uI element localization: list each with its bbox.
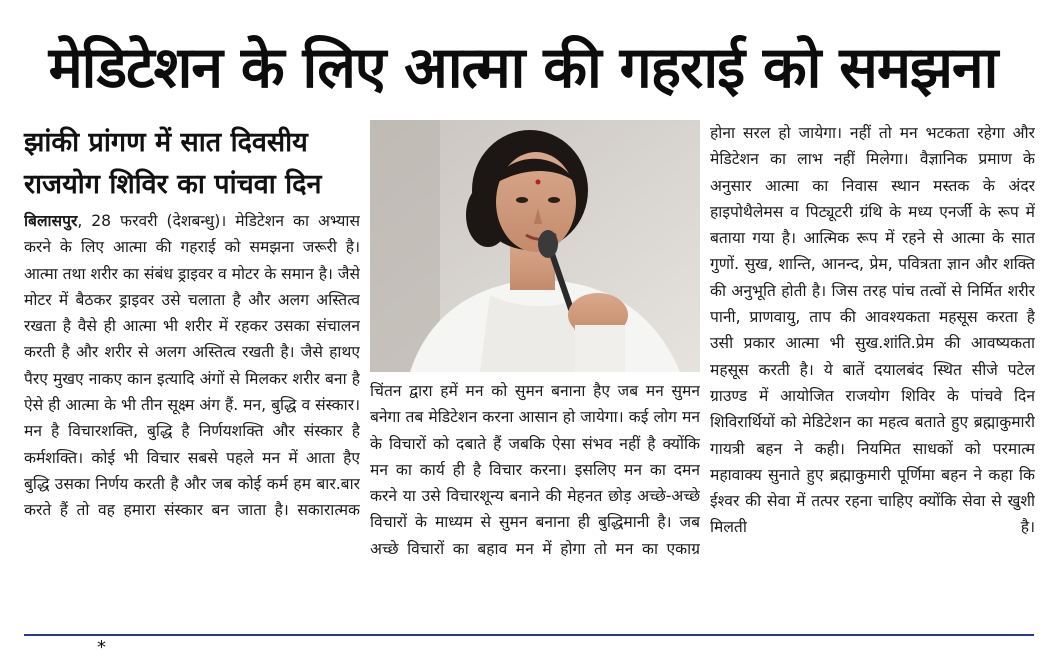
headline: मेडिटेशन के लिए आत्मा की गहराई को समझना	[48, 35, 998, 101]
article-column-1	[24, 208, 360, 628]
article-column-3	[710, 120, 1035, 620]
dateline-city: बिलासपुर	[24, 212, 78, 230]
speaker-photo	[370, 120, 700, 372]
subhead-line-2: राजयोग शिविर का पांचवा दिन	[24, 169, 322, 200]
article-column-2	[370, 378, 700, 624]
column-2-body: चिंतन द्वारा हमें मन को सुमन बनाना हैए जब मन सुमन बनेगा तब मेडिटेशन करना आसान हो जायेगा। कई लोग मन के विचारों को दबाते हैं जबकि ऐसा संभव नहीं है क्योंकि मन का कार्य ही है विचार करना। इसलिए मन का दमन करने या उसे विचारशून्य बनाने की मेहनत छोड़ अच्छे-अच्छे विचारों के माध्यम से सुमन बनाना ही बुद्धिमानी है। जब अच्छे विचारों का बहाव मन में होगा तो मन का एकाग्र	[370, 382, 700, 558]
column-3-body: होना सरल हो जायेगा। नहीं तो मन भटकता रहेगा और मेडिटेशन का लाभ नहीं मिलेगा। वैज्ञानिक प्रमाण के अनुसार आत्मा का निवास स्थान मस्तक के अंदर हाइपोथैलेमस व पिट्यूटरी ग्रंथि के मध्य एनर्जी के रूप में बताया गया है। आत्मिक रूप में रहने से आत्मा के सात गुणों. सुख, शान्ति, आनन्द, प्रेम, पवित्रता ज्ञान और शक्ति की अनुभूति होती है। जिस तरह पांच तत्वों से निर्मित शरीर पानी, प्राणवायु, ताप की आवश्यकता महसूस करता है उसी प्रकार आत्मा भी सुख.शांति.प्रेम की आवष्यकता महसूस करती है। ये बातें दयालबंद स्थित सीजे पटेल ग्राउण्ड में आयोजित राजयोग शिविर के पांचवे दिन शिविरार्थियों को मेडिटेशन का महत्व बताते हुए ब्रह्माकुमारी गायत्री बहन ने कही। नियमित साधकों को परमात्म महावाक्य सुनाते हुए ब्रह्माकुमारी पूर्णिमा बहन ने कहा कि ईश्वर की सेवा में तत्पर रहना चाहिए क्योंकि सेवा से खुशी मिलती है।	[710, 124, 1035, 537]
footer-marker: *	[97, 637, 106, 657]
bottom-rule	[24, 634, 1034, 636]
subheadline	[24, 122, 354, 206]
dateline-date: , 28 फरवरी (देशबन्धु)।	[77, 212, 227, 230]
column-1-body: मेडिटेशन का अभ्यास करने के लिए आत्मा की गहराई को समझना जरूरी है। आत्मा तथा शरीर का संबंध ड्राइवर व मोटर के समान है। जैसे मोटर में बैठकर ड्राइवर उसे चलाता है और अलग अस्तित्व रखता है वैसे ही आत्मा भी शरीर में रहकर उसका संचालन करती है और शरीर से अलग अस्तित्व रखती है। जैसे हाथए पैरए मुखए नाकए कान इत्यादि अंगों से मिलकर शरीर बना है ऐसे ही आत्मा के भी तीन सूक्ष्म अंग हैं. मन, बुद्धि व संस्कार। मन है विचारशक्ति, बुद्धि है निर्णयशक्ति और संस्कार है कर्मशक्ति। कोई भी विचार सबसे पहले मन में आता हैए बुद्धि उसका निर्णय करती है और जब कोई कर्म हम बार.बार करते हैं तो वह हमारा संस्कार बन जाता है। सकारात्मक	[24, 212, 360, 520]
speaker-photo-illustration	[370, 120, 700, 372]
subhead-line-1: झांकी प्रांगण में सात दिवसीय	[24, 127, 308, 158]
